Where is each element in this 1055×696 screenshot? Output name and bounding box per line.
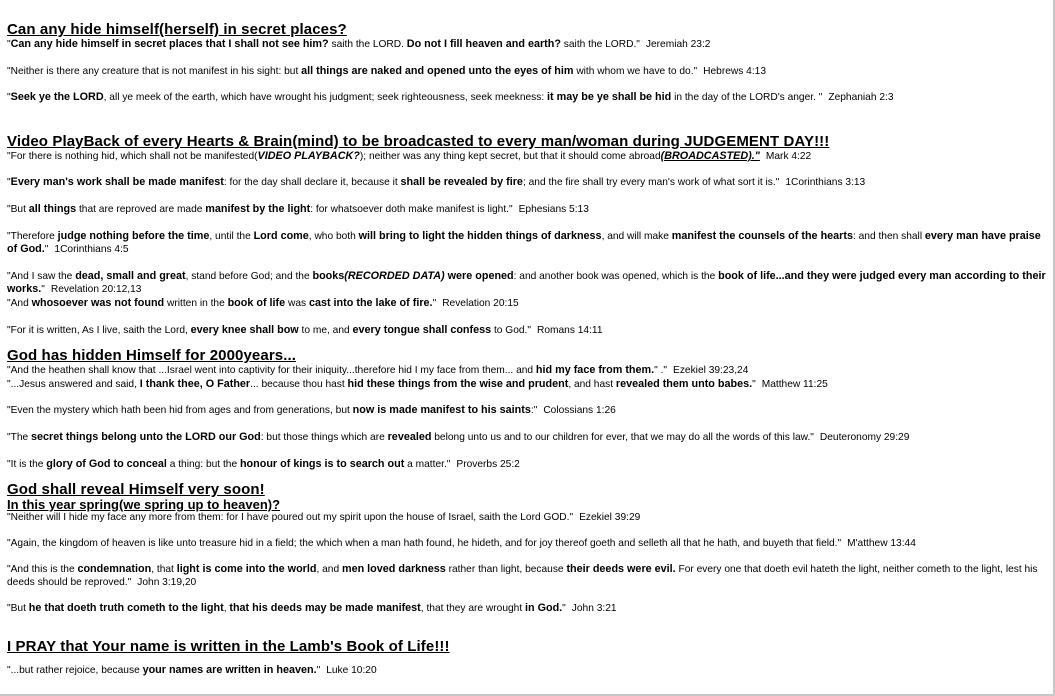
verse-revelation-20-12: "And I saw the dead, small and great, stand before God; and the books(RECORDED DATA) were opened: and another book was opened, which is the book of life...and they were judged every man according to their works." Revelation 20:12,13 (7, 269, 1046, 296)
verse-john-3-21: "But he that doeth truth cometh to the light, that his deeds may be made manifest, that they are wrought in God." John 3:21 (7, 602, 617, 615)
verse-revelation-20-15: "And whosoever was not found written in the book of life was cast into the lake of fire." Revelation 20:15 (7, 296, 519, 309)
verse-john-3-19: "And this is the condemnation, that light is come into the world, and men loved darkness rather than light, because their deeds were evil. For every one that doeth evil hateth the light, neither cometh to the light, lest his deeds should be reproved." John 3:19,20 (7, 563, 1038, 588)
verse-reference: Revelation 20:12,13 (50, 284, 142, 296)
verse-reference: Deuteronomy 29:29 (819, 431, 910, 443)
verse-reference: Ephesians 5:13 (518, 203, 589, 215)
verse-matthew-11: "...Jesus answered and said, I thank thee, O Father... because thou hast hid these things from the wise and prudent, and hast revealed them unto babes." Matthew 11:25 (7, 377, 828, 390)
heading-pray: I PRAY that Your name is written in the Lamb's Book of Life!!! (7, 638, 450, 656)
verse-reference: Proverbs 25:2 (456, 458, 520, 470)
heading-hide-in-secret: Can any hide himself(herself) in secret places? (7, 21, 347, 38)
verse-reference: Jeremiah 23:2 (645, 39, 711, 50)
verse-luke-10: "...but rather rejoice, because your names are written in heaven." Luke 10:20 (7, 664, 377, 677)
document-body (7, 21, 1047, 678)
verse-romans-14: "For it is written, As I live, saith the Lord, every knee shall bow to me, and every tongue shall confess to God." Romans 14:11 (7, 323, 603, 336)
verse-reference: Romans 14:11 (537, 324, 603, 336)
heading-god-reveal: God shall reveal Himself very soon! (7, 481, 265, 499)
verse-1corinthians-4: "Therefore judge nothing before the time, until the Lord come, who both will bring to light the hidden things of darkness, and will make manifest the counsels of the hearts: and then shall every man have praise of God." 1Corinthians 4:5 (7, 229, 1041, 256)
verse-ezekiel-39-29: "Neither will I hide my face any more from them: for I have poured out my spirit upon the house of Israel, saith the Lord GOD." Ezekiel 39:29 (7, 512, 641, 524)
verse-reference: 1Corinthians 4:5 (54, 244, 129, 256)
heading-video-playback: Video PlayBack of every Hearts & Brain(mind) to be broadcasted to every man/woman during JUDGEMENT DAY!!! (7, 132, 830, 150)
verse-reference: Matthew 11:25 (761, 378, 828, 390)
verse-zephaniah-2: "Seek ye the LORD, all ye meek of the earth, which have wrought his judgment; seek righteousness, seek meekness: it may be ye shall be hid in the day of the LORD's anger. " Zephaniah 2:3 (7, 91, 894, 104)
verse-hebrews-4: "Neither is there any creature that is not manifest in his sight: but all things are naked and opened unto the eyes of him with whom we have to do." Hebrews 4:13 (7, 64, 767, 77)
verse-reference: John 3:21 (571, 603, 617, 615)
verse-reference: Colossians 1:26 (543, 405, 616, 417)
verse-ezekiel-39-23: "And the heathen shall know that ...Israel went into captivity for their iniquity...therefore hid I my face from them... and hid my face from them." ." Ezekiel 39:23,24 (7, 364, 749, 377)
verse-matthew-13: "Again, the kingdom of heaven is like unto treasure hid in a field; the which when a man hath found, he hideth, and for joy thereof goeth and selleth all that he hath, and buyeth that field." M'atthew 13:44 (7, 537, 916, 549)
verse-reference: Hebrews 4:13 (703, 65, 767, 77)
verse-reference: Zephaniah 2:3 (828, 92, 894, 104)
verse-deuteronomy-29: "The secret things belong unto the LORD our God: but those things which are revealed belong unto us and to our children for ever, that we may do all the words of this law." Deuteronomy 29:29 (7, 430, 910, 443)
verse-mark-4: "For there is nothing hid, which shall not be manifested(VIDEO PLAYBACK?); neither was any thing kept secret, but that it should come abroad(BROADCASTED)." Mark 4:22 (7, 149, 812, 162)
subheading-spring: In this year spring(we spring up to heaven)? (7, 497, 281, 513)
verse-reference: 1Corinthians 3:13 (785, 177, 866, 189)
verse-reference: Revelation 20:15 (442, 297, 519, 309)
verse-jeremiah-23: "Can any hide himself in secret places that I shall not see him? saith the LORD. Do not I fill heaven and earth? saith the LORD." Jeremiah 23:2 (7, 38, 711, 50)
verse-reference: Ezekiel 39:29 (579, 512, 641, 524)
verse-colossians-1: "Even the mystery which hath been hid from ages and from generations, but now is made manifest to his saints:" Colossians 1:26 (7, 404, 616, 417)
verse-1corinthians-3: "Every man's work shall be made manifest: for the day shall declare it, because it shall be revealed by fire; and the fire shall try every man's work of what sort it is." 1Corinthians 3:13 (7, 176, 866, 189)
verse-reference: Ezekiel 39:23,24 (673, 365, 749, 377)
verse-ephesians-5: "But all things that are reproved are made manifest by the light: for whatsoever doth make manifest is light." Ephesians 5:13 (7, 202, 589, 215)
verse-reference: Mark 4:22 (765, 150, 812, 162)
verse-reference: John 3:19,20 (137, 576, 197, 588)
heading-god-hidden: God has hidden Himself for 2000years... (7, 347, 296, 365)
verse-proverbs-25: "It is the glory of God to conceal a thing: but the honour of kings is to search out a matter." Proverbs 25:2 (7, 457, 520, 470)
verse-reference: Luke 10:20 (326, 665, 377, 677)
verse-reference: M'atthew 13:44 (847, 537, 916, 549)
